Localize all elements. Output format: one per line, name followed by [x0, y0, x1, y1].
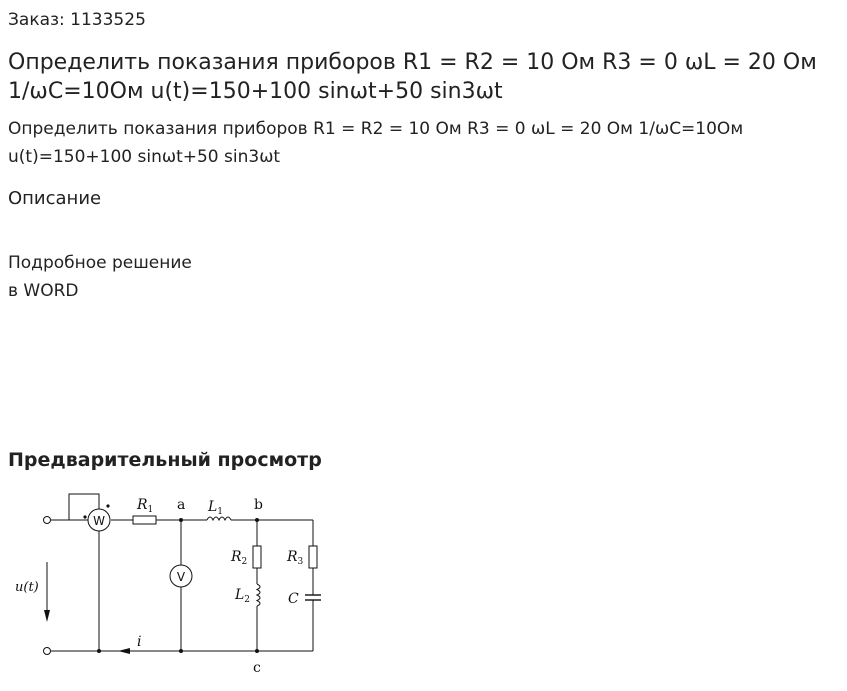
preview-heading: Предварительный просмотр	[8, 449, 322, 471]
r1-label: $R_1$	[137, 497, 154, 515]
source-voltage-arrow	[44, 562, 50, 622]
input-terminal-top	[44, 517, 51, 524]
source-label: u(t)	[15, 580, 39, 595]
wattmeter-label: W	[93, 514, 105, 528]
node-a-label: a	[177, 497, 186, 513]
resistor-r1	[133, 516, 156, 524]
voltmeter	[170, 565, 192, 587]
current-label: i	[137, 634, 142, 650]
resistor-r3	[309, 546, 317, 568]
l1-label: $L_1$	[208, 499, 224, 517]
current-arrow	[118, 648, 130, 654]
task-subtitle: Определить показания приборов R1 = R2 = 10 Ом R3 = 0 ωL = 20 Ом 1/ωC=10Ом u(t)=150+100 sinωt+50 sin3ωt	[8, 119, 744, 167]
capacitor-label: C	[288, 591, 299, 607]
description-line-2: в WORD	[8, 281, 79, 301]
node-c-label: c	[253, 660, 261, 676]
capacitor-c	[305, 595, 321, 600]
description-line-1: Подробное решение	[8, 253, 192, 273]
page-title: Определить показания приборов R1 = R2 = 10 Ом R3 = 0 ωL = 20 Ом 1/ωC=10Ом u(t)=150+100 sinωt+50 sin3ωt	[8, 50, 817, 104]
description-body	[8, 249, 192, 305]
order-number: Заказ: 1133525	[8, 10, 146, 30]
resistor-r2	[253, 546, 261, 568]
wattmeter	[83, 504, 110, 531]
inductor-l2	[257, 584, 260, 606]
l2-label: $L_2$	[235, 587, 251, 605]
r2-label: $R_2$	[231, 549, 248, 567]
r3-label: $R_3$	[287, 549, 304, 567]
input-terminal-bottom	[44, 648, 51, 655]
voltmeter-label: V	[176, 570, 186, 584]
node-b-label: b	[254, 497, 263, 513]
inductor-l1	[207, 517, 231, 520]
description-heading: Описание	[8, 188, 102, 209]
circuit-diagram	[0, 486, 340, 681]
